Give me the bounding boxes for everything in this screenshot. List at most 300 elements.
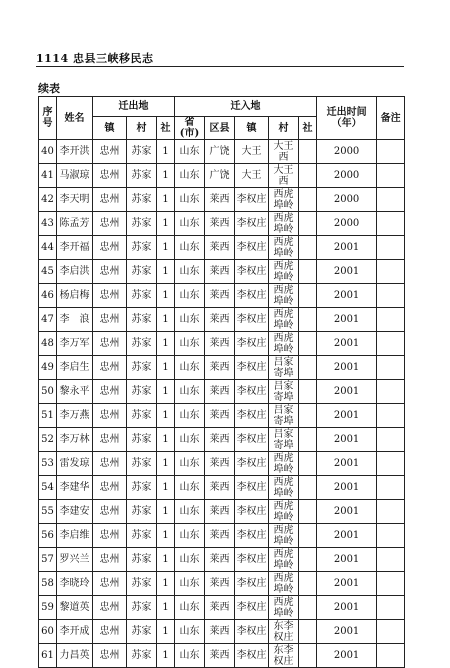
page-header (36, 50, 153, 66)
cell-seq: 49 (39, 356, 57, 380)
table-row (39, 332, 405, 356)
cell-dest-province: 山东 (175, 620, 205, 644)
col-destination: 迁入地 (175, 97, 317, 117)
cell-dest-province: 山东 (175, 500, 205, 524)
cell-dest-village: 西虎埠岭 (269, 212, 299, 236)
cell-dest-town: 李权庄 (235, 332, 269, 356)
cell-dest-town: 李权庄 (235, 500, 269, 524)
table-body (39, 140, 405, 668)
cell-year: 2001 (317, 428, 377, 452)
cell-year: 2000 (317, 188, 377, 212)
cell-origin-town: 忠州 (93, 356, 127, 380)
table-row (39, 188, 405, 212)
cell-dest-group (299, 260, 317, 284)
cell-origin-town: 忠州 (93, 452, 127, 476)
cell-dest-town: 大王 (235, 164, 269, 188)
cell-dest-county: 莱西 (205, 572, 235, 596)
cell-name: 李启维 (57, 524, 93, 548)
header-rule (36, 66, 404, 67)
cell-year: 2001 (317, 284, 377, 308)
cell-remark (377, 284, 405, 308)
cell-seq: 51 (39, 404, 57, 428)
cell-dest-town: 大王 (235, 140, 269, 164)
cell-remark (377, 380, 405, 404)
cell-remark (377, 356, 405, 380)
cell-dest-town: 李权庄 (235, 644, 269, 668)
cell-origin-group: 1 (157, 476, 175, 500)
table-row (39, 284, 405, 308)
col-dest-province: 省(市) (175, 117, 205, 140)
cell-dest-town: 李权庄 (235, 188, 269, 212)
cell-dest-county: 广饶 (205, 164, 235, 188)
cell-dest-group (299, 500, 317, 524)
cell-dest-county: 莱西 (205, 284, 235, 308)
cell-seq: 57 (39, 548, 57, 572)
cell-seq: 50 (39, 380, 57, 404)
cell-dest-town: 李权庄 (235, 620, 269, 644)
cell-name: 力昌英 (57, 644, 93, 668)
cell-dest-county: 莱西 (205, 212, 235, 236)
cell-year: 2001 (317, 500, 377, 524)
cell-seq: 59 (39, 596, 57, 620)
cell-dest-group (299, 212, 317, 236)
cell-name: 罗兴兰 (57, 548, 93, 572)
cell-dest-group (299, 308, 317, 332)
cell-origin-town: 忠州 (93, 596, 127, 620)
cell-remark (377, 404, 405, 428)
cell-dest-group (299, 380, 317, 404)
cell-dest-group (299, 236, 317, 260)
cell-dest-county: 莱西 (205, 356, 235, 380)
cell-dest-village: 吕家寄埠 (269, 380, 299, 404)
cell-seq: 46 (39, 284, 57, 308)
cell-dest-province: 山东 (175, 476, 205, 500)
cell-dest-county: 莱西 (205, 308, 235, 332)
cell-dest-group (299, 644, 317, 668)
cell-origin-town: 忠州 (93, 380, 127, 404)
table-row (39, 428, 405, 452)
cell-origin-group: 1 (157, 236, 175, 260)
cell-remark (377, 644, 405, 668)
book-title: 忠县三峡移民志 (72, 52, 154, 65)
cell-origin-town: 忠州 (93, 332, 127, 356)
cell-dest-province: 山东 (175, 356, 205, 380)
cell-dest-county: 莱西 (205, 476, 235, 500)
table-row (39, 164, 405, 188)
cell-dest-town: 李权庄 (235, 596, 269, 620)
table-row (39, 380, 405, 404)
cell-dest-province: 山东 (175, 164, 205, 188)
cell-origin-village: 苏家 (127, 572, 157, 596)
cell-name: 李启洪 (57, 260, 93, 284)
cell-name: 李开洪 (57, 140, 93, 164)
cell-name: 李启生 (57, 356, 93, 380)
cell-origin-village: 苏家 (127, 524, 157, 548)
cell-dest-province: 山东 (175, 572, 205, 596)
cell-dest-town: 李权庄 (235, 380, 269, 404)
cell-year: 2001 (317, 572, 377, 596)
cell-origin-town: 忠州 (93, 428, 127, 452)
cell-dest-province: 山东 (175, 524, 205, 548)
cell-dest-village: 西虎埠岭 (269, 524, 299, 548)
cell-dest-village: 西虎埠岭 (269, 548, 299, 572)
cell-origin-group: 1 (157, 332, 175, 356)
cell-dest-group (299, 332, 317, 356)
cell-dest-village: 西虎埠岭 (269, 332, 299, 356)
table-row (39, 404, 405, 428)
cell-origin-town: 忠州 (93, 644, 127, 668)
cell-dest-village: 东李权庄 (269, 644, 299, 668)
cell-dest-town: 李权庄 (235, 548, 269, 572)
cell-origin-group: 1 (157, 524, 175, 548)
cell-origin-village: 苏家 (127, 284, 157, 308)
cell-remark (377, 260, 405, 284)
cell-year: 2001 (317, 356, 377, 380)
cell-origin-village: 苏家 (127, 356, 157, 380)
cell-name: 马淑琼 (57, 164, 93, 188)
cell-dest-province: 山东 (175, 380, 205, 404)
cell-dest-county: 莱西 (205, 548, 235, 572)
cell-name: 杨启梅 (57, 284, 93, 308)
cell-dest-county: 莱西 (205, 236, 235, 260)
cell-seq: 43 (39, 212, 57, 236)
cell-dest-group (299, 524, 317, 548)
cell-origin-group: 1 (157, 260, 175, 284)
col-dest-group: 社 (299, 117, 317, 140)
table-row (39, 524, 405, 548)
table-row (39, 140, 405, 164)
cell-dest-province: 山东 (175, 596, 205, 620)
cell-dest-province: 山东 (175, 332, 205, 356)
cell-dest-village: 东李权庄 (269, 620, 299, 644)
cell-origin-village: 苏家 (127, 620, 157, 644)
table-row (39, 212, 405, 236)
cell-dest-village: 吕家寄埠 (269, 356, 299, 380)
cell-year: 2000 (317, 212, 377, 236)
cell-remark (377, 596, 405, 620)
cell-seq: 61 (39, 644, 57, 668)
cell-origin-town: 忠州 (93, 620, 127, 644)
cell-remark (377, 452, 405, 476)
cell-origin-town: 忠州 (93, 188, 127, 212)
cell-origin-group: 1 (157, 644, 175, 668)
cell-seq: 42 (39, 188, 57, 212)
cell-origin-village: 苏家 (127, 236, 157, 260)
cell-name: 李万燕 (57, 404, 93, 428)
cell-origin-group: 1 (157, 284, 175, 308)
cell-remark (377, 620, 405, 644)
cell-remark (377, 308, 405, 332)
col-origin-village: 村 (127, 117, 157, 140)
cell-origin-group: 1 (157, 500, 175, 524)
cell-dest-town: 李权庄 (235, 260, 269, 284)
cell-year: 2001 (317, 452, 377, 476)
cell-origin-group: 1 (157, 356, 175, 380)
cell-origin-village: 苏家 (127, 380, 157, 404)
cell-origin-village: 苏家 (127, 548, 157, 572)
table-row (39, 596, 405, 620)
table-row (39, 500, 405, 524)
cell-dest-group (299, 140, 317, 164)
cell-seq: 48 (39, 332, 57, 356)
cell-origin-town: 忠州 (93, 572, 127, 596)
cell-dest-province: 山东 (175, 188, 205, 212)
cell-origin-group: 1 (157, 308, 175, 332)
cell-year: 2001 (317, 548, 377, 572)
cell-dest-province: 山东 (175, 284, 205, 308)
table-caption: 续表 (38, 82, 60, 95)
cell-origin-group: 1 (157, 620, 175, 644)
cell-remark (377, 164, 405, 188)
cell-origin-group: 1 (157, 548, 175, 572)
cell-origin-village: 苏家 (127, 644, 157, 668)
cell-origin-group: 1 (157, 404, 175, 428)
cell-dest-county: 莱西 (205, 260, 235, 284)
cell-origin-group: 1 (157, 452, 175, 476)
cell-dest-county: 莱西 (205, 404, 235, 428)
page-number: 1114 (36, 52, 69, 65)
col-remark: 备注 (377, 97, 405, 140)
cell-name: 黎永平 (57, 380, 93, 404)
cell-origin-group: 1 (157, 188, 175, 212)
cell-origin-town: 忠州 (93, 212, 127, 236)
cell-dest-village: 西虎埠岭 (269, 236, 299, 260)
cell-origin-town: 忠州 (93, 308, 127, 332)
cell-dest-village: 大王西 (269, 164, 299, 188)
cell-origin-village: 苏家 (127, 404, 157, 428)
table-row (39, 476, 405, 500)
cell-dest-group (299, 428, 317, 452)
cell-year: 2000 (317, 164, 377, 188)
cell-origin-group: 1 (157, 428, 175, 452)
col-seq: 序号 (39, 97, 57, 140)
cell-dest-province: 山东 (175, 428, 205, 452)
col-origin: 迁出地 (93, 97, 175, 117)
cell-dest-group (299, 452, 317, 476)
cell-remark (377, 140, 405, 164)
cell-dest-town: 李权庄 (235, 356, 269, 380)
cell-name: 李万军 (57, 332, 93, 356)
cell-dest-province: 山东 (175, 140, 205, 164)
table-row (39, 620, 405, 644)
cell-seq: 47 (39, 308, 57, 332)
cell-origin-town: 忠州 (93, 140, 127, 164)
cell-dest-village: 西虎埠岭 (269, 500, 299, 524)
cell-dest-group (299, 356, 317, 380)
cell-remark (377, 188, 405, 212)
cell-seq: 44 (39, 236, 57, 260)
cell-remark (377, 572, 405, 596)
cell-remark (377, 524, 405, 548)
col-name: 姓名 (57, 97, 93, 140)
cell-dest-town: 李权庄 (235, 476, 269, 500)
table-row (39, 572, 405, 596)
cell-seq: 41 (39, 164, 57, 188)
cell-seq: 56 (39, 524, 57, 548)
col-time: 迁出时间（年） (317, 97, 377, 140)
cell-dest-county: 莱西 (205, 452, 235, 476)
cell-dest-village: 吕家寄埠 (269, 404, 299, 428)
cell-dest-village: 西虎埠岭 (269, 284, 299, 308)
cell-dest-province: 山东 (175, 404, 205, 428)
cell-dest-county: 莱西 (205, 188, 235, 212)
cell-year: 2001 (317, 404, 377, 428)
cell-dest-province: 山东 (175, 212, 205, 236)
cell-dest-province: 山东 (175, 548, 205, 572)
cell-seq: 52 (39, 428, 57, 452)
cell-year: 2001 (317, 620, 377, 644)
cell-origin-group: 1 (157, 596, 175, 620)
cell-origin-village: 苏家 (127, 260, 157, 284)
cell-year: 2001 (317, 260, 377, 284)
cell-dest-county: 莱西 (205, 500, 235, 524)
cell-dest-group (299, 188, 317, 212)
cell-dest-county: 莱西 (205, 380, 235, 404)
cell-name: 李建安 (57, 500, 93, 524)
cell-dest-town: 李权庄 (235, 572, 269, 596)
cell-origin-village: 苏家 (127, 476, 157, 500)
cell-origin-village: 苏家 (127, 452, 157, 476)
cell-origin-village: 苏家 (127, 164, 157, 188)
cell-origin-town: 忠州 (93, 548, 127, 572)
table-row (39, 548, 405, 572)
cell-origin-town: 忠州 (93, 404, 127, 428)
table-row (39, 644, 405, 668)
col-origin-group: 社 (157, 117, 175, 140)
cell-dest-town: 李权庄 (235, 308, 269, 332)
cell-dest-province: 山东 (175, 644, 205, 668)
cell-dest-group (299, 284, 317, 308)
cell-name: 李建华 (57, 476, 93, 500)
cell-origin-group: 1 (157, 572, 175, 596)
cell-seq: 58 (39, 572, 57, 596)
cell-year: 2001 (317, 476, 377, 500)
cell-remark (377, 236, 405, 260)
col-dest-town: 镇 (235, 117, 269, 140)
cell-remark (377, 212, 405, 236)
cell-dest-village: 西虎埠岭 (269, 596, 299, 620)
cell-seq: 53 (39, 452, 57, 476)
col-origin-town: 镇 (93, 117, 127, 140)
cell-seq: 55 (39, 500, 57, 524)
cell-dest-town: 李权庄 (235, 524, 269, 548)
cell-name: 李开福 (57, 236, 93, 260)
cell-dest-group (299, 404, 317, 428)
cell-dest-town: 李权庄 (235, 428, 269, 452)
cell-dest-village: 大王西 (269, 140, 299, 164)
cell-dest-group (299, 596, 317, 620)
cell-origin-group: 1 (157, 212, 175, 236)
cell-dest-county: 莱西 (205, 428, 235, 452)
cell-dest-town: 李权庄 (235, 236, 269, 260)
cell-dest-county: 莱西 (205, 596, 235, 620)
cell-name: 李晓玲 (57, 572, 93, 596)
cell-name: 李万林 (57, 428, 93, 452)
cell-dest-village: 西虎埠岭 (269, 572, 299, 596)
cell-origin-town: 忠州 (93, 476, 127, 500)
cell-dest-village: 西虎埠岭 (269, 260, 299, 284)
table-row (39, 308, 405, 332)
cell-year: 2001 (317, 308, 377, 332)
cell-dest-village: 西虎埠岭 (269, 308, 299, 332)
cell-seq: 54 (39, 476, 57, 500)
cell-dest-province: 山东 (175, 260, 205, 284)
cell-dest-county: 莱西 (205, 620, 235, 644)
cell-origin-village: 苏家 (127, 500, 157, 524)
cell-remark (377, 548, 405, 572)
cell-origin-village: 苏家 (127, 428, 157, 452)
cell-origin-village: 苏家 (127, 140, 157, 164)
cell-origin-village: 苏家 (127, 308, 157, 332)
cell-origin-town: 忠州 (93, 524, 127, 548)
cell-dest-county: 莱西 (205, 332, 235, 356)
cell-year: 2001 (317, 596, 377, 620)
cell-origin-town: 忠州 (93, 164, 127, 188)
cell-dest-province: 山东 (175, 236, 205, 260)
cell-origin-town: 忠州 (93, 500, 127, 524)
cell-origin-village: 苏家 (127, 188, 157, 212)
table-row (39, 260, 405, 284)
cell-year: 2000 (317, 140, 377, 164)
cell-remark (377, 500, 405, 524)
cell-name: 雷发琼 (57, 452, 93, 476)
cell-year: 2001 (317, 380, 377, 404)
cell-dest-village: 西虎埠岭 (269, 476, 299, 500)
cell-dest-county: 广饶 (205, 140, 235, 164)
cell-dest-village: 吕家寄埠 (269, 428, 299, 452)
cell-origin-town: 忠州 (93, 260, 127, 284)
cell-name: 李天明 (57, 188, 93, 212)
cell-origin-group: 1 (157, 140, 175, 164)
cell-dest-town: 李权庄 (235, 284, 269, 308)
cell-year: 2001 (317, 524, 377, 548)
cell-origin-village: 苏家 (127, 332, 157, 356)
cell-remark (377, 428, 405, 452)
cell-dest-group (299, 164, 317, 188)
table-row (39, 236, 405, 260)
cell-dest-village: 西虎埠岭 (269, 452, 299, 476)
table-row (39, 452, 405, 476)
cell-origin-town: 忠州 (93, 236, 127, 260)
table-row (39, 356, 405, 380)
cell-dest-group (299, 476, 317, 500)
col-dest-county: 区县 (205, 117, 235, 140)
cell-dest-village: 西虎埠岭 (269, 188, 299, 212)
cell-dest-town: 李权庄 (235, 404, 269, 428)
cell-dest-group (299, 620, 317, 644)
cell-year: 2001 (317, 644, 377, 668)
cell-dest-town: 李权庄 (235, 212, 269, 236)
cell-name: 陈孟芳 (57, 212, 93, 236)
cell-origin-village: 苏家 (127, 212, 157, 236)
cell-origin-group: 1 (157, 380, 175, 404)
cell-seq: 40 (39, 140, 57, 164)
cell-name: 李开成 (57, 620, 93, 644)
cell-dest-county: 莱西 (205, 524, 235, 548)
cell-remark (377, 476, 405, 500)
migrant-table (38, 96, 405, 668)
cell-year: 2001 (317, 332, 377, 356)
cell-origin-town: 忠州 (93, 284, 127, 308)
cell-seq: 45 (39, 260, 57, 284)
cell-name: 黎道英 (57, 596, 93, 620)
cell-dest-town: 李权庄 (235, 452, 269, 476)
cell-year: 2001 (317, 236, 377, 260)
cell-dest-province: 山东 (175, 308, 205, 332)
cell-remark (377, 332, 405, 356)
cell-origin-village: 苏家 (127, 596, 157, 620)
cell-dest-group (299, 548, 317, 572)
